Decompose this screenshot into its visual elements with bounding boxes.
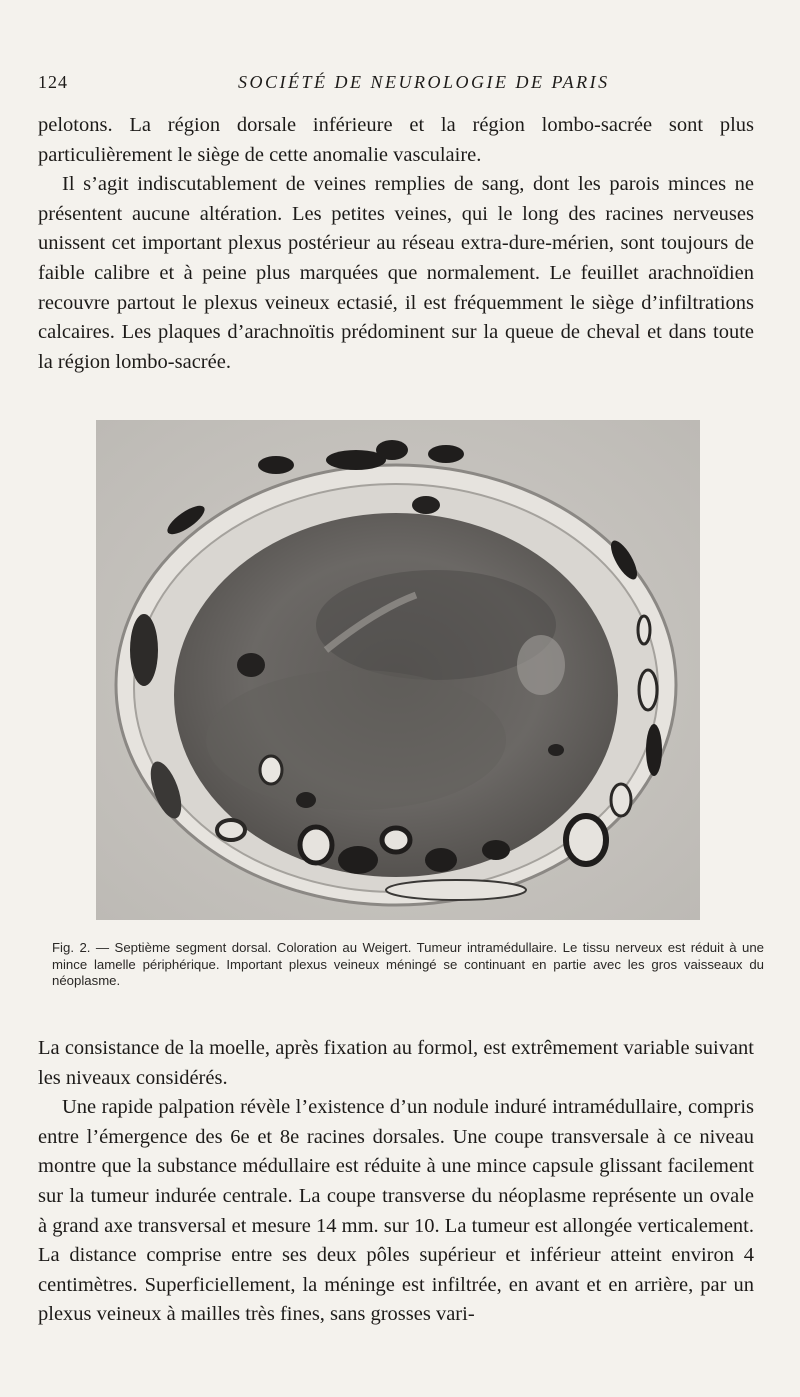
page-header (38, 72, 758, 98)
running-head: SOCIÉTÉ DE NEUROLOGIE DE PARIS (238, 72, 610, 92)
paragraph: Une rapide palpation révèle l’existence d’un nodule induré intramédullaire, compris entre l’émergence des 6e et 8e racines dorsales. Une coupe transversale à ce niveau montre que la substance médullaire est réduite à une mince capsule glissant facilement sur la tumeur indurée centrale. La coupe transverse du néoplasme représente un ovale à grand axe transversal et mesure 14 mm. sur 10. La tumeur est allongée verticalement. La distance comprise entre ses deux pôles supérieur et inférieur atteint environ 4 centimètres. Superficiellement, la méninge est infiltrée, en avant et en arrière, par un plexus veineux à mailles très fines, sans grosses vari- (38, 1096, 754, 1326)
text-block-top (38, 111, 754, 377)
figure-caption: Fig. 2. — Septième segment dorsal. Coloration au Weigert. Tumeur intramédullaire. Le tissu nerveux est réduit à une mince lamelle périphérique. Important plexus veineux méningé se continuant en partie avec les gros vaisseaux du néoplasme. (52, 940, 764, 988)
micrograph-image (96, 420, 700, 920)
paragraph: La consistance de la moelle, après fixation au formol, est extrêmement variable suivant les niveaux considérés. (38, 1037, 754, 1089)
page-number: 124 (38, 72, 68, 92)
figure-micrograph (96, 420, 700, 920)
paragraph: pelotons. La région dorsale inférieure et la région lombo-sacrée sont plus particulièrement le siège de cette anomalie vasculaire. (38, 114, 754, 166)
text-block-bottom (38, 1034, 754, 1330)
paragraph: Il s’agit indiscutablement de veines remplies de sang, dont les parois minces ne présentent aucune altération. Les petites veines, qui le long des racines nerveuses unissent cet important plexus postérieur au réseau extra-dure-mérien, sont toujours de faible calibre et à peine plus marquées que normalement. Le feuillet arachnoïdien recouvre partout le plexus veineux ectasié, il est fréquemment le siège d’infiltrations calcaires. Les plaques d’arachnoïtis prédominent sur la queue de cheval et dans toute la région lombo-sacrée. (38, 173, 754, 373)
